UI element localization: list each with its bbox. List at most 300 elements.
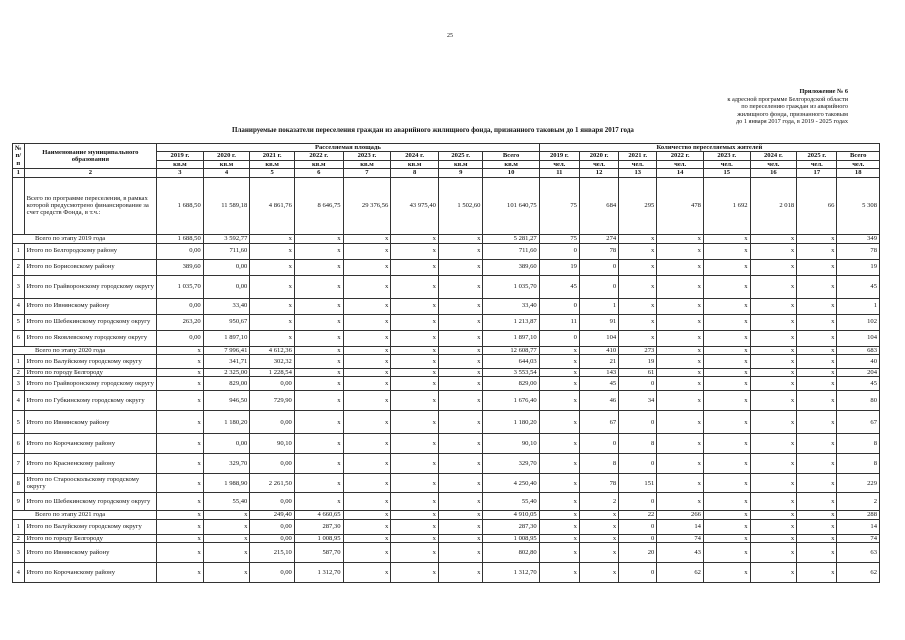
people-value: 20 (619, 543, 657, 563)
people-value: x (703, 454, 750, 474)
people-value: 8 (837, 454, 880, 474)
people-value: 102 (837, 314, 880, 330)
people-value: x (750, 493, 797, 511)
header-col-number: 1 (13, 169, 25, 177)
header-area-year: 2021 г. (250, 152, 295, 160)
area-value: x (438, 391, 483, 411)
area-value: 0,00 (203, 275, 250, 298)
people-value: 62 (837, 563, 880, 583)
header-people-unit: чел. (619, 160, 657, 168)
people-value: x (797, 563, 837, 583)
people-value: x (703, 346, 750, 354)
people-value: x (619, 275, 657, 298)
row-number: 4 (13, 298, 25, 314)
area-value: 287,30 (483, 519, 539, 534)
people-value: x (750, 234, 797, 243)
area-value: x (294, 377, 343, 391)
people-value: x (539, 369, 579, 377)
header-people-unit: чел. (657, 160, 704, 168)
table-row (13, 434, 880, 454)
area-value: 55,40 (483, 493, 539, 511)
area-value: x (391, 330, 439, 346)
municipality-name: Итого по Корочанскому району (24, 563, 156, 583)
stage-name: Всего по этапу 2019 года (13, 234, 157, 243)
header-people-unit: чел. (539, 160, 579, 168)
people-value: x (750, 369, 797, 377)
people-value: x (750, 346, 797, 354)
people-value: 684 (579, 177, 618, 234)
people-value: 0 (619, 563, 657, 583)
header-people-year: 2024 г. (750, 152, 797, 160)
row-number: 2 (13, 369, 25, 377)
people-value: x (750, 411, 797, 434)
area-value: x (203, 519, 250, 534)
area-value: x (203, 534, 250, 542)
area-value: x (391, 234, 439, 243)
people-value: x (797, 346, 837, 354)
municipality-name: Итого по Ивнянскому району (24, 411, 156, 434)
people-value: x (579, 511, 618, 519)
people-value: x (539, 563, 579, 583)
area-value: 5 281,27 (483, 234, 539, 243)
area-value: 1 897,10 (203, 330, 250, 346)
area-value: x (294, 411, 343, 434)
people-value: x (797, 369, 837, 377)
area-value: x (250, 234, 295, 243)
area-value: x (391, 411, 439, 434)
municipality-name: Итого по городу Белгороду (24, 534, 156, 542)
area-value: 101 640,75 (483, 177, 539, 234)
area-value: x (250, 330, 295, 346)
appendix-line: Приложение № 6 (799, 88, 848, 95)
people-value: x (703, 377, 750, 391)
area-value: x (391, 377, 439, 391)
municipality-name: Итого по Грайворонскому городскому округу (24, 275, 156, 298)
area-value: x (343, 511, 391, 519)
header-people-unit: чел. (797, 160, 837, 168)
area-value: x (391, 243, 439, 259)
area-value: x (157, 534, 204, 542)
people-value: x (657, 275, 704, 298)
area-value: x (343, 346, 391, 354)
area-value: x (294, 298, 343, 314)
area-value: x (294, 493, 343, 511)
area-value: x (391, 511, 439, 519)
stage-name: Всего по этапу 2020 года (13, 346, 157, 354)
table-row (13, 543, 880, 563)
people-value: x (797, 330, 837, 346)
header-area-unit: кв.м (438, 160, 483, 168)
people-value: 0 (619, 519, 657, 534)
people-value: x (703, 391, 750, 411)
row-number: 1 (13, 355, 25, 369)
area-value: x (343, 474, 391, 493)
area-value: x (343, 519, 391, 534)
area-value: x (157, 369, 204, 377)
people-value: x (750, 563, 797, 583)
row-number: 4 (13, 563, 25, 583)
area-value: x (391, 314, 439, 330)
municipality-name: Итого по Ивнянскому району (24, 298, 156, 314)
area-value: x (250, 275, 295, 298)
people-value: 66 (797, 177, 837, 234)
people-value: x (539, 355, 579, 369)
area-value: x (438, 314, 483, 330)
people-value: 61 (619, 369, 657, 377)
area-value: x (250, 259, 295, 275)
header-area-year: 2019 г. (157, 152, 204, 160)
people-value: 14 (657, 519, 704, 534)
header-people-year: 2022 г. (657, 152, 704, 160)
people-value: x (797, 434, 837, 454)
people-value: x (797, 411, 837, 434)
people-value: 204 (837, 369, 880, 377)
area-value: x (391, 355, 439, 369)
area-value: 1 502,60 (438, 177, 483, 234)
people-value: x (797, 298, 837, 314)
area-value: 1 008,95 (294, 534, 343, 542)
header-area-unit: кв.м (250, 160, 295, 168)
area-value: x (294, 243, 343, 259)
people-value: 0 (539, 243, 579, 259)
area-value: x (203, 543, 250, 563)
table-row (13, 275, 880, 298)
people-value: 63 (837, 543, 880, 563)
header-area-unit: кв.м (343, 160, 391, 168)
header-area-year: 2023 г. (343, 152, 391, 160)
people-value: x (703, 369, 750, 377)
people-value: x (657, 454, 704, 474)
area-value: x (250, 243, 295, 259)
area-value: x (438, 330, 483, 346)
people-value: x (703, 234, 750, 243)
area-value: x (157, 355, 204, 369)
people-value: 78 (579, 243, 618, 259)
row-number: 3 (13, 377, 25, 391)
area-value: x (157, 474, 204, 493)
people-value: x (657, 298, 704, 314)
document-title: Планируемые показатели переселения граждан из аварийного жилищного фонда, признанного таковым до 1 января 2017 года (232, 126, 634, 134)
area-value: 4 660,65 (294, 511, 343, 519)
people-value: x (703, 330, 750, 346)
people-value: x (750, 534, 797, 542)
area-value: x (294, 474, 343, 493)
area-value: 0,00 (157, 243, 204, 259)
people-value: x (657, 369, 704, 377)
people-value: x (750, 434, 797, 454)
area-value: x (438, 275, 483, 298)
people-value: x (657, 330, 704, 346)
people-value: 45 (539, 275, 579, 298)
people-value: x (703, 534, 750, 542)
area-value: x (343, 330, 391, 346)
area-value: x (343, 454, 391, 474)
row-number (13, 177, 25, 234)
area-value: x (157, 377, 204, 391)
area-value: 1 312,70 (294, 563, 343, 583)
people-value: x (703, 563, 750, 583)
area-value: x (157, 454, 204, 474)
header-people-year: 2025 г. (797, 152, 837, 160)
area-value: 4 861,76 (250, 177, 295, 234)
people-value: 45 (579, 377, 618, 391)
area-value: x (343, 259, 391, 275)
area-value: 2 325,00 (203, 369, 250, 377)
people-value: x (539, 474, 579, 493)
row-number: 5 (13, 411, 25, 434)
people-value: 1 (579, 298, 618, 314)
header-people-year: 2019 г. (539, 152, 579, 160)
table-row (13, 355, 880, 369)
people-value: 2 018 (750, 177, 797, 234)
header-col-number: 18 (837, 169, 880, 177)
people-value: x (539, 493, 579, 511)
table-row (13, 177, 880, 234)
area-value: 389,60 (157, 259, 204, 275)
people-value: 683 (837, 346, 880, 354)
area-value: x (391, 563, 439, 583)
area-value: x (294, 369, 343, 377)
area-value: x (438, 369, 483, 377)
row-number: 6 (13, 434, 25, 454)
area-value: 287,30 (294, 519, 343, 534)
people-value: 78 (837, 243, 880, 259)
header-col-number: 11 (539, 169, 579, 177)
people-value: x (797, 377, 837, 391)
area-value: x (294, 275, 343, 298)
area-value: 11 589,18 (203, 177, 250, 234)
header-people-unit: чел. (837, 160, 880, 168)
area-value: 7 996,41 (203, 346, 250, 354)
table-row (13, 377, 880, 391)
people-value: 8 (579, 454, 618, 474)
area-value: x (391, 259, 439, 275)
municipality-name: Итого по Красненскому району (24, 454, 156, 474)
area-value: x (157, 519, 204, 534)
people-value: 67 (837, 411, 880, 434)
people-value: x (539, 346, 579, 354)
people-value: x (797, 534, 837, 542)
header-col-number: 14 (657, 169, 704, 177)
people-value: x (579, 519, 618, 534)
people-value: 295 (619, 177, 657, 234)
area-value: x (203, 511, 250, 519)
table-row (13, 314, 880, 330)
header-col-number: 8 (391, 169, 439, 177)
header-col-number: 13 (619, 169, 657, 177)
people-value: x (797, 391, 837, 411)
people-value: x (750, 275, 797, 298)
area-value: 0,00 (203, 259, 250, 275)
people-value: 0 (539, 330, 579, 346)
area-value: x (294, 330, 343, 346)
area-value: x (294, 391, 343, 411)
people-value: x (703, 411, 750, 434)
table-row (13, 330, 880, 346)
table-row (13, 259, 880, 275)
people-value: 0 (539, 298, 579, 314)
header-col-number: 2 (24, 169, 156, 177)
header-area-unit: кв.м (294, 160, 343, 168)
header-area-year: 2025 г. (438, 152, 483, 160)
area-value: 0,00 (157, 330, 204, 346)
people-value: x (657, 259, 704, 275)
area-value: 1 897,10 (483, 330, 539, 346)
area-value: x (438, 346, 483, 354)
people-value: x (579, 563, 618, 583)
area-value: x (157, 391, 204, 411)
area-value: 1 988,90 (203, 474, 250, 493)
area-value: 3 553,54 (483, 369, 539, 377)
row-number: 6 (13, 330, 25, 346)
area-value: 729,90 (250, 391, 295, 411)
people-value: 478 (657, 177, 704, 234)
area-value: x (391, 346, 439, 354)
area-value: 329,70 (203, 454, 250, 474)
header-people-year: 2023 г. (703, 152, 750, 160)
people-value: 288 (837, 511, 880, 519)
people-value: 1 (837, 298, 880, 314)
appendix-line: к адресной программе Белгородской области (727, 95, 848, 103)
area-value: 1 180,20 (483, 411, 539, 434)
row-number: 4 (13, 391, 25, 411)
area-value: x (438, 411, 483, 434)
area-value: 0,00 (250, 519, 295, 534)
area-value: 1 035,70 (157, 275, 204, 298)
header-area-year: Всего (483, 152, 539, 160)
people-value: 67 (579, 411, 618, 434)
area-value: 829,00 (203, 377, 250, 391)
appendix-note (700, 88, 848, 126)
area-value: 1 676,40 (483, 391, 539, 411)
people-value: 0 (579, 259, 618, 275)
header-area-unit: кв.м (483, 160, 539, 168)
people-value: 5 308 (837, 177, 880, 234)
municipality-name: Итого по Борисовскому району (24, 259, 156, 275)
area-value: 33,40 (203, 298, 250, 314)
area-value: x (438, 234, 483, 243)
people-value: 11 (539, 314, 579, 330)
people-value: x (797, 543, 837, 563)
people-value: x (619, 243, 657, 259)
people-value: 273 (619, 346, 657, 354)
people-value: x (657, 346, 704, 354)
header-people-unit: чел. (579, 160, 618, 168)
people-value: x (703, 474, 750, 493)
area-value: 0,00 (203, 434, 250, 454)
area-value: 644,03 (483, 355, 539, 369)
header-col-number: 16 (750, 169, 797, 177)
row-number: 3 (13, 275, 25, 298)
people-value: x (750, 298, 797, 314)
appendix-line: до 1 января 2017 года, в 2019 - 2025 годах (735, 118, 848, 126)
area-value: x (343, 411, 391, 434)
row-number: 2 (13, 534, 25, 542)
stage-total-row (13, 511, 880, 519)
area-value: x (250, 314, 295, 330)
area-value: x (294, 434, 343, 454)
row-number: 2 (13, 259, 25, 275)
people-value: 80 (837, 391, 880, 411)
people-value: x (703, 493, 750, 511)
table-row (13, 563, 880, 583)
people-value: 8 (619, 434, 657, 454)
area-value: 711,60 (203, 243, 250, 259)
area-value: x (438, 511, 483, 519)
row-number: 3 (13, 543, 25, 563)
area-value: x (294, 259, 343, 275)
area-value: 1 228,54 (250, 369, 295, 377)
table-row (13, 411, 880, 434)
area-value: x (438, 474, 483, 493)
people-value: 274 (579, 234, 618, 243)
area-value: x (343, 298, 391, 314)
area-value: x (343, 534, 391, 542)
area-value: 950,67 (203, 314, 250, 330)
area-value: x (438, 454, 483, 474)
area-value: 389,60 (483, 259, 539, 275)
area-value: x (438, 563, 483, 583)
people-value: 43 (657, 543, 704, 563)
area-value: 90,10 (483, 434, 539, 454)
area-value: 1 312,70 (483, 563, 539, 583)
table-row (13, 298, 880, 314)
people-value: x (750, 243, 797, 259)
table-row (13, 493, 880, 511)
area-value: x (294, 355, 343, 369)
people-value: x (797, 234, 837, 243)
people-value: x (703, 275, 750, 298)
people-value: x (750, 474, 797, 493)
people-value: 151 (619, 474, 657, 493)
table-row (13, 391, 880, 411)
area-value: 12 608,77 (483, 346, 539, 354)
people-value: x (750, 454, 797, 474)
people-value: 349 (837, 234, 880, 243)
people-value: 0 (579, 275, 618, 298)
people-value: x (579, 543, 618, 563)
municipality-name: Итого по Валуйскому городскому округу (24, 519, 156, 534)
area-value: 0,00 (250, 493, 295, 511)
people-value: x (750, 543, 797, 563)
header-col-number: 5 (250, 169, 295, 177)
people-value: x (703, 434, 750, 454)
header-num: № п/п (13, 144, 25, 169)
area-value: x (203, 563, 250, 583)
area-value: x (157, 411, 204, 434)
people-value: x (797, 493, 837, 511)
area-value: x (438, 377, 483, 391)
header-col-number: 3 (157, 169, 204, 177)
people-value: x (750, 391, 797, 411)
header-area-year: 2022 г. (294, 152, 343, 160)
area-value: 0,00 (250, 454, 295, 474)
area-value: x (343, 369, 391, 377)
area-value: x (391, 298, 439, 314)
header-people-year: Всего (837, 152, 880, 160)
people-value: x (657, 474, 704, 493)
people-value: 19 (619, 355, 657, 369)
header-col-number: 12 (579, 169, 618, 177)
table-row (13, 369, 880, 377)
area-value: x (343, 243, 391, 259)
municipality-name: Итого по Старооскольскому городскому округу (24, 474, 156, 493)
people-value: x (750, 519, 797, 534)
people-value: x (750, 330, 797, 346)
header-area-year: 2020 г. (203, 152, 250, 160)
area-value: 1 008,95 (483, 534, 539, 542)
people-value: x (797, 519, 837, 534)
